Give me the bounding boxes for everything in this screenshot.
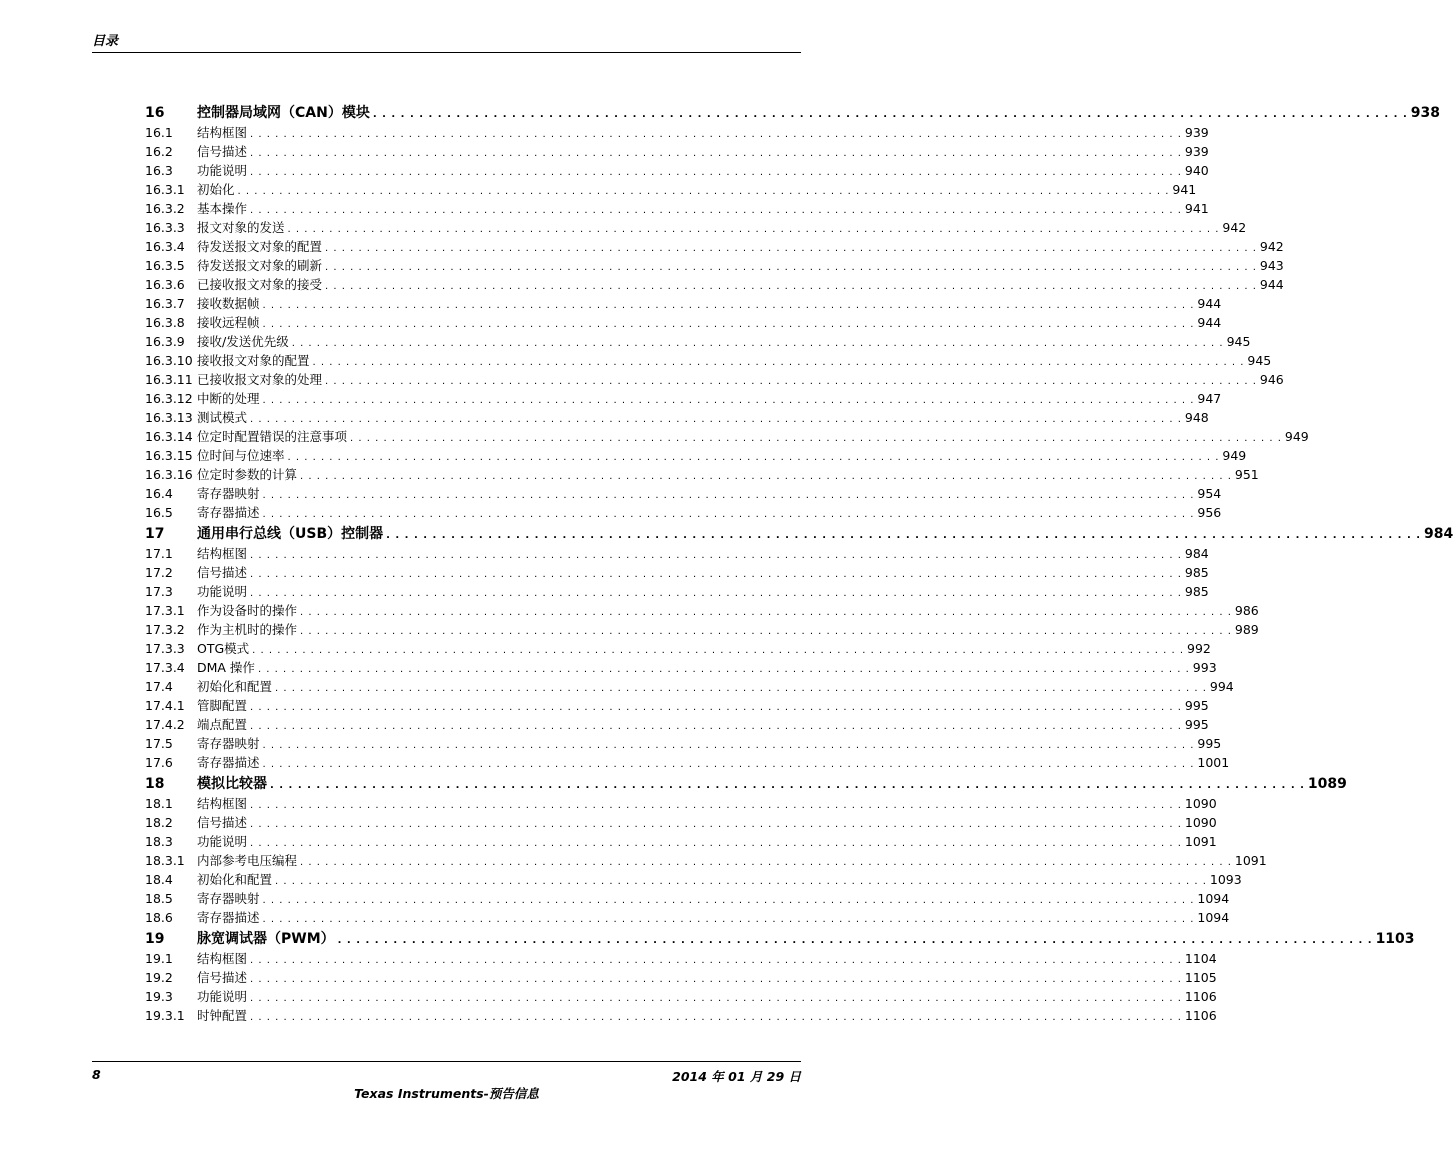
toc-section-title: 信号描述: [197, 565, 248, 580]
toc-section-number: 16.3.10: [145, 353, 193, 368]
toc-page-number: 942: [1222, 220, 1247, 235]
toc-page-number: 994: [1209, 679, 1234, 694]
toc-page-number: 945: [1226, 334, 1251, 349]
toc-dot-leader: . . . . . . . . . . . . . . . . . . . . . . . . . . . . . . . . . . . . . . . . . . . . . . . . . . . . . . . . . . . . . . . . . . . . . . . . . . . . . . . . . . . . . . . . . . . . . . . . . . . . . . . . . . . . . . . .: [250, 588, 1182, 599]
toc-chapter-row[interactable]: [145, 775, 1347, 794]
toc-entry-row[interactable]: [145, 544, 1209, 563]
toc-entry-row[interactable]: [145, 696, 1209, 715]
toc-entry-row[interactable]: [145, 256, 1284, 275]
toc-page-number: 1105: [1184, 970, 1217, 985]
toc-dot-leader: . . . . . . . . . . . . . . . . . . . . . . . . . . . . . . . . . . . . . . . . . . . . . . . . . . . . . . . . . . . . . . . . . . . . . . . . . . . . . . . . . . . . . . . . . . . . . . . . . . . . . . . . . . . . . . . .: [250, 819, 1182, 830]
toc-section-title: 位定时配置错误的注意事项: [197, 429, 348, 444]
toc-dot-leader: . . . . . . . . . . . . . . . . . . . . . . . . . . . . . . . . . . . . . . . . . . . . . . . . . . . . . . . . . . . . . . . . . . . . . . . . . . . . . . . . . . . . . . . . . . . . . . . . . . . . . . . . . . . . . . . .: [312, 357, 1245, 368]
toc-section-title: 初始化和配置: [197, 679, 273, 694]
toc-section-number: 19.3: [145, 989, 173, 1004]
toc-section-number: 19.3.1: [145, 1008, 185, 1023]
toc-entry-row[interactable]: [145, 275, 1284, 294]
toc-section-title: 待发送报文对象的配置: [197, 239, 323, 254]
toc-dot-leader: . . . . . . . . . . . . . . . . . . . . . . . . . . . . . . . . . . . . . . . . . . . . . . . . . . . . . . . . . . . . . . . . . . . . . . . . . . . . . . . . . . . . . . . . . . . . . . . . . . . . . . . . . . . . . . . .: [337, 935, 1373, 946]
toc-page-number: 984: [1184, 546, 1209, 561]
toc-section-number: 16.3.12: [145, 391, 193, 406]
toc-entry-row[interactable]: [145, 389, 1222, 408]
toc-page-number: 1104: [1184, 951, 1217, 966]
toc-page-number: 954: [1197, 486, 1222, 501]
toc-page-number: 992: [1187, 641, 1211, 656]
toc-page-number: 1091: [1184, 834, 1217, 849]
toc-chapter-row[interactable]: [145, 930, 1415, 949]
toc-dot-leader: . . . . . . . . . . . . . . . . . . . . . . . . . . . . . . . . . . . . . . . . . . . . . . . . . . . . . . . . . . . . . . . . . . . . . . . . . . . . . . . . . . . . . . . . . . . . . . . . . . . . . . . . . . . . . . . .: [325, 376, 1257, 387]
toc-section-title: 功能说明: [197, 584, 248, 599]
toc-section-number: 19.2: [145, 970, 173, 985]
footer-rule: [92, 1061, 801, 1062]
toc-section-number: 16.3.4: [145, 239, 185, 254]
toc-section-title: 功能说明: [197, 834, 248, 849]
toc-dot-leader: . . . . . . . . . . . . . . . . . . . . . . . . . . . . . . . . . . . . . . . . . . . . . . . . . . . . . . . . . . . . . . . . . . . . . . . . . . . . . . . . . . . . . . . . . . . . . . . . . . . . . . . . . . . . . . . .: [270, 780, 1305, 791]
toc-dot-leader: . . . . . . . . . . . . . . . . . . . . . . . . . . . . . . . . . . . . . . . . . . . . . . . . . . . . . . . . . . . . . . . . . . . . . . . . . . . . . . . . . . . . . . . . . . . . . . . . . . . . . . . . . . . . . . . .: [287, 452, 1220, 463]
toc-page-number: 1106: [1184, 989, 1217, 1004]
toc-section-number: 17.4.1: [145, 698, 185, 713]
toc-dot-leader: . . . . . . . . . . . . . . . . . . . . . . . . . . . . . . . . . . . . . . . . . . . . . . . . . . . . . . . . . . . . . . . . . . . . . . . . . . . . . . . . . . . . . . . . . . . . . . . . . . . . . . . . . . . . . . . .: [252, 645, 1185, 656]
toc-page-number: 941: [1184, 201, 1209, 216]
toc-page-number: 1103: [1375, 931, 1415, 947]
toc-dot-leader: . . . . . . . . . . . . . . . . . . . . . . . . . . . . . . . . . . . . . . . . . . . . . . . . . . . . . . . . . . . . . . . . . . . . . . . . . . . . . . . . . . . . . . . . . . . . . . . . . . . . . . . . . . . . . . . .: [262, 509, 1195, 520]
toc-section-title: 位定时参数的计算: [197, 467, 298, 482]
toc-entry-row[interactable]: [145, 639, 1211, 658]
toc-page-number: 943: [1259, 258, 1284, 273]
toc-dot-leader: . . . . . . . . . . . . . . . . . . . . . . . . . . . . . . . . . . . . . . . . . . . . . . . . . . . . . . . . . . . . . . . . . . . . . . . . . . . . . . . . . . . . . . . . . . . . . . . . . . . . . . . . . . . . . . . .: [300, 607, 1232, 618]
toc-entry-row[interactable]: [145, 446, 1247, 465]
toc-section-number: 16.3.11: [145, 372, 193, 387]
toc-dot-leader: . . . . . . . . . . . . . . . . . . . . . . . . . . . . . . . . . . . . . . . . . . . . . . . . . . . . . . . . . . . . . . . . . . . . . . . . . . . . . . . . . . . . . . . . . . . . . . . . . . . . . . . . . . . . . . . .: [250, 955, 1182, 966]
toc-section-title: 端点配置: [197, 717, 248, 732]
toc-entry-row[interactable]: [145, 968, 1217, 987]
toc-section-title: 测试模式: [197, 410, 248, 425]
toc-entry-row[interactable]: [145, 715, 1209, 734]
toc-section-title: 接收远程帧: [197, 315, 260, 330]
toc-section-number: 18.1: [145, 796, 173, 811]
toc-section-title: 结构框图: [197, 796, 248, 811]
toc-page-number: 1094: [1197, 910, 1230, 925]
toc-page-number: 989: [1234, 622, 1259, 637]
toc-section-number: 19.1: [145, 951, 173, 966]
running-header-title: 目录: [92, 34, 119, 49]
toc-page-number: 995: [1197, 736, 1222, 751]
toc-entry-row[interactable]: [145, 658, 1217, 677]
toc-entry-row[interactable]: [145, 832, 1217, 851]
toc-entry-row[interactable]: [145, 851, 1267, 870]
toc-section-title: 结构框图: [197, 951, 248, 966]
toc-section-title: 接收数据帧: [197, 296, 260, 311]
toc-dot-leader: . . . . . . . . . . . . . . . . . . . . . . . . . . . . . . . . . . . . . . . . . . . . . . . . . . . . . . . . . . . . . . . . . . . . . . . . . . . . . . . . . . . . . . . . . . . . . . . . . . . . . . . . . . . . . . . .: [237, 186, 1170, 197]
toc-section-number: 17.4: [145, 679, 173, 694]
header-rule: [92, 52, 801, 53]
toc-section-number: 16.3.16: [145, 467, 193, 482]
toc-section-title: 接收报文对象的配置: [197, 353, 310, 368]
toc-page-number: 947: [1197, 391, 1222, 406]
toc-section-number: 18.3.1: [145, 853, 185, 868]
toc-dot-leader: . . . . . . . . . . . . . . . . . . . . . . . . . . . . . . . . . . . . . . . . . . . . . . . . . . . . . . . . . . . . . . . . . . . . . . . . . . . . . . . . . . . . . . . . . . . . . . . . . . . . . . . . . . . . . . . .: [250, 974, 1182, 985]
toc-dot-leader: . . . . . . . . . . . . . . . . . . . . . . . . . . . . . . . . . . . . . . . . . . . . . . . . . . . . . . . . . . . . . . . . . . . . . . . . . . . . . . . . . . . . . . . . . . . . . . . . . . . . . . . . . . . . . . . .: [262, 914, 1195, 925]
toc-dot-leader: . . . . . . . . . . . . . . . . . . . . . . . . . . . . . . . . . . . . . . . . . . . . . . . . . . . . . . . . . . . . . . . . . . . . . . . . . . . . . . . . . . . . . . . . . . . . . . . . . . . . . . . . . . . . . . . .: [250, 702, 1182, 713]
toc-section-title: 已接收报文对象的处理: [197, 372, 323, 387]
toc-section-title: 功能说明: [197, 163, 248, 178]
toc-dot-leader: . . . . . . . . . . . . . . . . . . . . . . . . . . . . . . . . . . . . . . . . . . . . . . . . . . . . . . . . . . . . . . . . . . . . . . . . . . . . . . . . . . . . . . . . . . . . . . . . . . . . . . . . . . . . . . . .: [262, 740, 1195, 751]
toc-entry-row[interactable]: [145, 370, 1284, 389]
toc-dot-leader: . . . . . . . . . . . . . . . . . . . . . . . . . . . . . . . . . . . . . . . . . . . . . . . . . . . . . . . . . . . . . . . . . . . . . . . . . . . . . . . . . . . . . . . . . . . . . . . . . . . . . . . . . . . . . . . .: [350, 433, 1282, 444]
toc-dot-leader: . . . . . . . . . . . . . . . . . . . . . . . . . . . . . . . . . . . . . . . . . . . . . . . . . . . . . . . . . . . . . . . . . . . . . . . . . . . . . . . . . . . . . . . . . . . . . . . . . . . . . . . . . . . . . . . .: [325, 281, 1257, 292]
toc-dot-leader: . . . . . . . . . . . . . . . . . . . . . . . . . . . . . . . . . . . . . . . . . . . . . . . . . . . . . . . . . . . . . . . . . . . . . . . . . . . . . . . . . . . . . . . . . . . . . . . . . . . . . . . . . . . . . . . .: [250, 838, 1182, 849]
toc-section-number: 18.6: [145, 910, 173, 925]
toc-page-number: 956: [1197, 505, 1222, 520]
toc-entry-row[interactable]: [145, 601, 1259, 620]
toc-section-number: 16.3.9: [145, 334, 185, 349]
toc-entry-row[interactable]: [145, 563, 1209, 582]
toc-dot-leader: . . . . . . . . . . . . . . . . . . . . . . . . . . . . . . . . . . . . . . . . . . . . . . . . . . . . . . . . . . . . . . . . . . . . . . . . . . . . . . . . . . . . . . . . . . . . . . . . . . . . . . . . . . . . . . . .: [250, 550, 1182, 561]
toc-dot-leader: . . . . . . . . . . . . . . . . . . . . . . . . . . . . . . . . . . . . . . . . . . . . . . . . . . . . . . . . . . . . . . . . . . . . . . . . . . . . . . . . . . . . . . . . . . . . . . . . . . . . . . . . . . . . . . . .: [250, 569, 1182, 580]
toc-section-title: 时钟配置: [197, 1008, 248, 1023]
toc-page-number: 944: [1259, 277, 1284, 292]
toc-section-title: 信号描述: [197, 815, 248, 830]
toc-entry-row[interactable]: [145, 332, 1251, 351]
toc-section-number: 17.2: [145, 565, 173, 580]
toc-dot-leader: . . . . . . . . . . . . . . . . . . . . . . . . . . . . . . . . . . . . . . . . . . . . . . . . . . . . . . . . . . . . . . . . . . . . . . . . . . . . . . . . . . . . . . . . . . . . . . . . . . . . . . . . . . . . . . . .: [262, 395, 1195, 406]
toc-section-number: 16.3.1: [145, 182, 185, 197]
toc-section-number: 16.3.3: [145, 220, 185, 235]
toc-page-number: 995: [1184, 698, 1209, 713]
toc-page-number: 939: [1184, 144, 1209, 159]
toc-section-number: 17.1: [145, 546, 173, 561]
toc-page-number: 1094: [1197, 891, 1230, 906]
toc-page-number: 940: [1184, 163, 1209, 178]
toc-dot-leader: . . . . . . . . . . . . . . . . . . . . . . . . . . . . . . . . . . . . . . . . . . . . . . . . . . . . . . . . . . . . . . . . . . . . . . . . . . . . . . . . . . . . . . . . . . . . . . . . . . . . . . . . . . . . . . . .: [325, 262, 1257, 273]
table-of-contents: [145, 104, 1453, 1025]
toc-page-number: 944: [1197, 315, 1222, 330]
toc-entry-row[interactable]: [145, 620, 1259, 639]
toc-section-number: 18.3: [145, 834, 173, 849]
toc-dot-leader: . . . . . . . . . . . . . . . . . . . . . . . . . . . . . . . . . . . . . . . . . . . . . . . . . . . . . . . . . . . . . . . . . . . . . . . . . . . . . . . . . . . . . . . . . . . . . . . . . . . . . . . . . . . . . . . .: [250, 148, 1182, 159]
toc-dot-leader: . . . . . . . . . . . . . . . . . . . . . . . . . . . . . . . . . . . . . . . . . . . . . . . . . . . . . . . . . . . . . . . . . . . . . . . . . . . . . . . . . . . . . . . . . . . . . . . . . . . . . . . . . . . . . . . .: [275, 876, 1207, 887]
toc-section-number: 16.3.8: [145, 315, 185, 330]
toc-section-title: 信号描述: [197, 970, 248, 985]
toc-page-number: 949: [1284, 429, 1309, 444]
toc-page-number: 1001: [1197, 755, 1230, 770]
toc-dot-leader: . . . . . . . . . . . . . . . . . . . . . . . . . . . . . . . . . . . . . . . . . . . . . . . . . . . . . . . . . . . . . . . . . . . . . . . . . . . . . . . . . . . . . . . . . . . . . . . . . . . . . . . . . . . . . . . .: [250, 993, 1182, 1004]
toc-dot-leader: . . . . . . . . . . . . . . . . . . . . . . . . . . . . . . . . . . . . . . . . . . . . . . . . . . . . . . . . . . . . . . . . . . . . . . . . . . . . . . . . . . . . . . . . . . . . . . . . . . . . . . . . . . . . . . . .: [262, 300, 1195, 311]
toc-section-title: 脉宽调试器（PWM）: [197, 931, 335, 947]
toc-section-number: 16.3: [145, 163, 173, 178]
toc-section-number: 17.3.3: [145, 641, 185, 656]
toc-section-number: 17.6: [145, 755, 173, 770]
toc-page-number: 946: [1259, 372, 1284, 387]
toc-section-title: 寄存器映射: [197, 891, 260, 906]
toc-page-number: 949: [1222, 448, 1247, 463]
toc-section-title: 作为设备时的操作: [197, 603, 298, 618]
toc-entry-row[interactable]: [145, 582, 1209, 601]
toc-section-number: 17.3.2: [145, 622, 185, 637]
toc-entry-row[interactable]: [145, 813, 1217, 832]
toc-page-number: 938: [1410, 105, 1440, 121]
toc-page-number: 941: [1172, 182, 1197, 197]
footer-brand: Texas Instruments-预告信息: [354, 1086, 539, 1101]
toc-section-number: 17.3.4: [145, 660, 185, 675]
toc-section-title: 位时间与位速率: [197, 448, 285, 463]
toc-page-number: 1090: [1184, 796, 1217, 811]
toc-dot-leader: . . . . . . . . . . . . . . . . . . . . . . . . . . . . . . . . . . . . . . . . . . . . . . . . . . . . . . . . . . . . . . . . . . . . . . . . . . . . . . . . . . . . . . . . . . . . . . . . . . . . . . . . . . . . . . . .: [300, 626, 1232, 637]
toc-entry-row[interactable]: [145, 794, 1217, 813]
toc-dot-leader: . . . . . . . . . . . . . . . . . . . . . . . . . . . . . . . . . . . . . . . . . . . . . . . . . . . . . . . . . . . . . . . . . . . . . . . . . . . . . . . . . . . . . . . . . . . . . . . . . . . . . . . . . . . . . . . .: [257, 664, 1190, 675]
toc-dot-leader: . . . . . . . . . . . . . . . . . . . . . . . . . . . . . . . . . . . . . . . . . . . . . . . . . . . . . . . . . . . . . . . . . . . . . . . . . . . . . . . . . . . . . . . . . . . . . . . . . . . . . . . . . . . . . . . .: [291, 338, 1224, 349]
toc-section-number: 18.5: [145, 891, 173, 906]
toc-section-title: 管脚配置: [197, 698, 248, 713]
toc-page-number: 1089: [1307, 776, 1347, 792]
toc-entry-row[interactable]: [145, 313, 1222, 332]
toc-section-title: 寄存器映射: [197, 486, 260, 501]
toc-entry-row[interactable]: [145, 161, 1209, 180]
toc-dot-leader: . . . . . . . . . . . . . . . . . . . . . . . . . . . . . . . . . . . . . . . . . . . . . . . . . . . . . . . . . . . . . . . . . . . . . . . . . . . . . . . . . . . . . . . . . . . . . . . . . . . . . . . . . . . . . . . .: [386, 530, 1422, 541]
toc-section-title: 报文对象的发送: [197, 220, 285, 235]
toc-dot-leader: . . . . . . . . . . . . . . . . . . . . . . . . . . . . . . . . . . . . . . . . . . . . . . . . . . . . . . . . . . . . . . . . . . . . . . . . . . . . . . . . . . . . . . . . . . . . . . . . . . . . . . . . . . . . . . . .: [250, 167, 1182, 178]
toc-section-title: 寄存器描述: [197, 505, 260, 520]
toc-section-number: 16.3.13: [145, 410, 193, 425]
toc-entry-row[interactable]: [145, 1006, 1217, 1025]
toc-dot-leader: . . . . . . . . . . . . . . . . . . . . . . . . . . . . . . . . . . . . . . . . . . . . . . . . . . . . . . . . . . . . . . . . . . . . . . . . . . . . . . . . . . . . . . . . . . . . . . . . . . . . . . . . . . . . . . . .: [250, 1012, 1182, 1023]
toc-page-number: 1093: [1209, 872, 1242, 887]
toc-entry-row[interactable]: [145, 199, 1209, 218]
toc-entry-row[interactable]: [145, 908, 1230, 927]
toc-page-number: 944: [1197, 296, 1222, 311]
toc-chapter-row[interactable]: [145, 525, 1453, 544]
toc-dot-leader: . . . . . . . . . . . . . . . . . . . . . . . . . . . . . . . . . . . . . . . . . . . . . . . . . . . . . . . . . . . . . . . . . . . . . . . . . . . . . . . . . . . . . . . . . . . . . . . . . . . . . . . . . . . . . . . .: [262, 490, 1195, 501]
toc-section-number: 17.4.2: [145, 717, 185, 732]
toc-page-number: 986: [1234, 603, 1259, 618]
toc-entry-row[interactable]: [145, 889, 1230, 908]
toc-dot-leader: . . . . . . . . . . . . . . . . . . . . . . . . . . . . . . . . . . . . . . . . . . . . . . . . . . . . . . . . . . . . . . . . . . . . . . . . . . . . . . . . . . . . . . . . . . . . . . . . . . . . . . . . . . . . . . . .: [325, 243, 1257, 254]
toc-entry-row[interactable]: [145, 484, 1222, 503]
toc-dot-leader: . . . . . . . . . . . . . . . . . . . . . . . . . . . . . . . . . . . . . . . . . . . . . . . . . . . . . . . . . . . . . . . . . . . . . . . . . . . . . . . . . . . . . . . . . . . . . . . . . . . . . . . . . . . . . . . .: [262, 895, 1195, 906]
toc-section-number: 16.1: [145, 125, 173, 140]
toc-dot-leader: . . . . . . . . . . . . . . . . . . . . . . . . . . . . . . . . . . . . . . . . . . . . . . . . . . . . . . . . . . . . . . . . . . . . . . . . . . . . . . . . . . . . . . . . . . . . . . . . . . . . . . . . . . . . . . . .: [250, 721, 1182, 732]
toc-section-number: 18.4: [145, 872, 173, 887]
toc-dot-leader: . . . . . . . . . . . . . . . . . . . . . . . . . . . . . . . . . . . . . . . . . . . . . . . . . . . . . . . . . . . . . . . . . . . . . . . . . . . . . . . . . . . . . . . . . . . . . . . . . . . . . . . . . . . . . . . .: [372, 109, 1408, 120]
footer-page-number: 8: [92, 1067, 101, 1082]
toc-entry-row[interactable]: [145, 503, 1222, 522]
toc-dot-leader: . . . . . . . . . . . . . . . . . . . . . . . . . . . . . . . . . . . . . . . . . . . . . . . . . . . . . . . . . . . . . . . . . . . . . . . . . . . . . . . . . . . . . . . . . . . . . . . . . . . . . . . . . . . . . . . .: [262, 759, 1195, 770]
toc-entry-row[interactable]: [145, 351, 1272, 370]
toc-entry-row[interactable]: [145, 123, 1209, 142]
toc-section-number: 17.3.1: [145, 603, 185, 618]
toc-section-title: 寄存器描述: [197, 910, 260, 925]
toc-dot-leader: . . . . . . . . . . . . . . . . . . . . . . . . . . . . . . . . . . . . . . . . . . . . . . . . . . . . . . . . . . . . . . . . . . . . . . . . . . . . . . . . . . . . . . . . . . . . . . . . . . . . . . . . . . . . . . . .: [262, 319, 1195, 330]
toc-page-number: 985: [1184, 584, 1209, 599]
toc-page-number: 985: [1184, 565, 1209, 580]
toc-section-title: 待发送报文对象的刷新: [197, 258, 323, 273]
toc-page-number: 942: [1259, 239, 1284, 254]
toc-section-title: 中断的处理: [197, 391, 260, 406]
toc-section-title: 寄存器映射: [197, 736, 260, 751]
toc-section-number: 18.2: [145, 815, 173, 830]
toc-page-number: 1106: [1184, 1008, 1217, 1023]
toc-page-number: 1090: [1184, 815, 1217, 830]
toc-section-title: 寄存器描述: [197, 755, 260, 770]
toc-entry-row[interactable]: [145, 870, 1242, 889]
toc-page-number: 995: [1184, 717, 1209, 732]
toc-entry-row[interactable]: [145, 734, 1222, 753]
toc-section-number: 16: [145, 105, 165, 121]
toc-section-title: 基本操作: [197, 201, 248, 216]
toc-dot-leader: . . . . . . . . . . . . . . . . . . . . . . . . . . . . . . . . . . . . . . . . . . . . . . . . . . . . . . . . . . . . . . . . . . . . . . . . . . . . . . . . . . . . . . . . . . . . . . . . . . . . . . . . . . . . . . . .: [287, 224, 1220, 235]
toc-entry-row[interactable]: [145, 427, 1309, 446]
toc-section-number: 16.3.7: [145, 296, 185, 311]
toc-section-title: 功能说明: [197, 989, 248, 1004]
toc-page-number: 945: [1247, 353, 1272, 368]
toc-page-number: 993: [1192, 660, 1217, 675]
toc-section-number: 16.5: [145, 505, 173, 520]
toc-entry-row[interactable]: [145, 408, 1209, 427]
toc-entry-row[interactable]: [145, 949, 1217, 968]
toc-section-title: 信号描述: [197, 144, 248, 159]
toc-entry-row[interactable]: [145, 237, 1284, 256]
toc-section-title: 结构框图: [197, 546, 248, 561]
toc-section-number: 17.3: [145, 584, 173, 599]
toc-section-number: 16.2: [145, 144, 173, 159]
toc-section-number: 16.3.6: [145, 277, 185, 292]
toc-section-number: 18: [145, 776, 165, 792]
toc-section-number: 19: [145, 931, 165, 947]
toc-section-number: 16.3.14: [145, 429, 193, 444]
toc-page-number: 951: [1234, 467, 1259, 482]
toc-dot-leader: . . . . . . . . . . . . . . . . . . . . . . . . . . . . . . . . . . . . . . . . . . . . . . . . . . . . . . . . . . . . . . . . . . . . . . . . . . . . . . . . . . . . . . . . . . . . . . . . . . . . . . . . . . . . . . . .: [250, 129, 1182, 140]
toc-section-title: 控制器局域网（CAN）模块: [197, 105, 370, 121]
toc-section-title: 内部参考电压编程: [197, 853, 298, 868]
toc-chapter-row[interactable]: [145, 104, 1440, 123]
toc-page-number: 948: [1184, 410, 1209, 425]
toc-entry-row[interactable]: [145, 180, 1197, 199]
toc-section-title: 初始化和配置: [197, 872, 273, 887]
toc-entry-row[interactable]: [145, 465, 1259, 484]
toc-dot-leader: . . . . . . . . . . . . . . . . . . . . . . . . . . . . . . . . . . . . . . . . . . . . . . . . . . . . . . . . . . . . . . . . . . . . . . . . . . . . . . . . . . . . . . . . . . . . . . . . . . . . . . . . . . . . . . . .: [250, 800, 1182, 811]
toc-section-number: 16.4: [145, 486, 173, 501]
toc-entry-row[interactable]: [145, 294, 1222, 313]
toc-dot-leader: . . . . . . . . . . . . . . . . . . . . . . . . . . . . . . . . . . . . . . . . . . . . . . . . . . . . . . . . . . . . . . . . . . . . . . . . . . . . . . . . . . . . . . . . . . . . . . . . . . . . . . . . . . . . . . . .: [300, 857, 1232, 868]
toc-section-title: 已接收报文对象的接受: [197, 277, 323, 292]
toc-entry-row[interactable]: [145, 218, 1247, 237]
toc-page-number: 939: [1184, 125, 1209, 140]
toc-section-title: DMA 操作: [197, 660, 255, 675]
toc-entry-row[interactable]: [145, 142, 1209, 161]
toc-entry-row[interactable]: [145, 753, 1230, 772]
toc-section-number: 17.5: [145, 736, 173, 751]
toc-section-title: 通用串行总线（USB）控制器: [197, 526, 384, 542]
toc-section-number: 16.3.15: [145, 448, 193, 463]
toc-section-title: 模拟比较器: [197, 776, 267, 792]
toc-dot-leader: . . . . . . . . . . . . . . . . . . . . . . . . . . . . . . . . . . . . . . . . . . . . . . . . . . . . . . . . . . . . . . . . . . . . . . . . . . . . . . . . . . . . . . . . . . . . . . . . . . . . . . . . . . . . . . . .: [250, 205, 1182, 216]
toc-dot-leader: . . . . . . . . . . . . . . . . . . . . . . . . . . . . . . . . . . . . . . . . . . . . . . . . . . . . . . . . . . . . . . . . . . . . . . . . . . . . . . . . . . . . . . . . . . . . . . . . . . . . . . . . . . . . . . . .: [275, 683, 1207, 694]
toc-section-title: 作为主机时的操作: [197, 622, 298, 637]
toc-page-number: 984: [1424, 526, 1453, 542]
toc-section-number: 17: [145, 526, 165, 542]
toc-section-title: 初始化: [197, 182, 235, 197]
toc-section-title: 接收/发送优先级: [197, 334, 289, 349]
toc-entry-row[interactable]: [145, 987, 1217, 1006]
toc-dot-leader: . . . . . . . . . . . . . . . . . . . . . . . . . . . . . . . . . . . . . . . . . . . . . . . . . . . . . . . . . . . . . . . . . . . . . . . . . . . . . . . . . . . . . . . . . . . . . . . . . . . . . . . . . . . . . . . .: [300, 471, 1232, 482]
toc-section-number: 16.3.5: [145, 258, 185, 273]
toc-entry-row[interactable]: [145, 677, 1234, 696]
footer-date: 2014 年 01 月 29 日: [672, 1069, 801, 1084]
toc-section-title: 结构框图: [197, 125, 248, 140]
toc-section-number: 16.3.2: [145, 201, 185, 216]
toc-section-title: OTG模式: [197, 641, 250, 656]
toc-page-number: 1091: [1234, 853, 1267, 868]
toc-dot-leader: . . . . . . . . . . . . . . . . . . . . . . . . . . . . . . . . . . . . . . . . . . . . . . . . . . . . . . . . . . . . . . . . . . . . . . . . . . . . . . . . . . . . . . . . . . . . . . . . . . . . . . . . . . . . . . . .: [250, 414, 1182, 425]
